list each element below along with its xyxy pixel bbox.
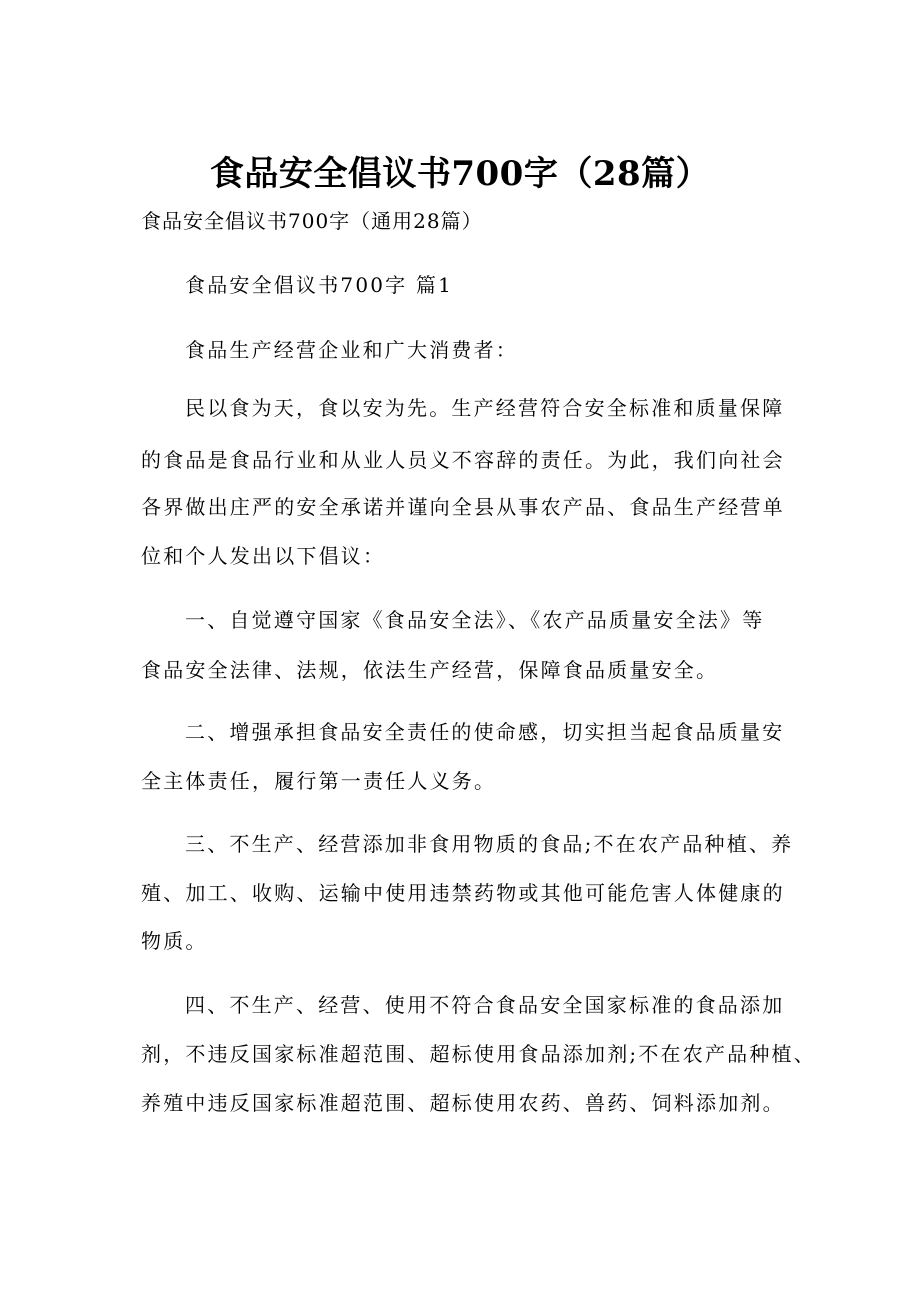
paragraph-1-line-1: 民以食为天，食以安为先。生产经营符合安全标准和质量保障 (185, 396, 785, 420)
paragraph-1-line-2: 的食品是食品行业和从业人员义不容辞的责任。为此，我们向社会 (141, 448, 785, 472)
paragraph-2-line-1: 一、自觉遵守国家《食品安全法》、《农产品质量安全法》等 (185, 608, 765, 632)
document-title: 食品安全倡议书700字（28篇） (209, 154, 711, 194)
section-heading: 食品安全倡议书700字 篇1 (185, 273, 454, 297)
paragraph-5-line-1: 四、不生产、经营、使用不符合食品安全国家标准的食品添加 (185, 993, 785, 1017)
paragraph-5-line-2: 剂，不违反国家标准超范围、超标使用食品添加剂;不在农产品种植、 (141, 1042, 816, 1066)
paragraph-4-line-2: 殖、加工、收购、运输中使用违禁药物或其他可能危害人体健康的 (141, 881, 785, 905)
paragraph-4-line-1: 三、不生产、经营添加非食用物质的食品;不在农产品种植、养 (185, 832, 794, 856)
salutation: 食品生产经营企业和广大消费者： (185, 338, 518, 362)
paragraph-5-line-3: 养殖中违反国家标准超范围、超标使用农药、兽药、饲料添加剂。 (141, 1091, 785, 1115)
paragraph-4-line-3: 物质。 (141, 929, 208, 953)
paragraph-3-line-1: 二、增强承担食品安全责任的使命感，切实担当起食品质量安 (185, 720, 785, 744)
paragraph-2-line-2: 食品安全法律、法规，依法生产经营，保障食品质量安全。 (141, 658, 719, 682)
paragraph-1-line-4: 位和个人发出以下倡议： (141, 544, 386, 568)
document-subtitle: 食品安全倡议书700字（通用28篇） (141, 209, 483, 233)
paragraph-3-line-2: 全主体责任，履行第一责任人义务。 (141, 769, 497, 793)
paragraph-1-line-3: 各界做出庄严的安全承诺并谨向全县从事农产品、食品生产经营单 (141, 495, 785, 519)
